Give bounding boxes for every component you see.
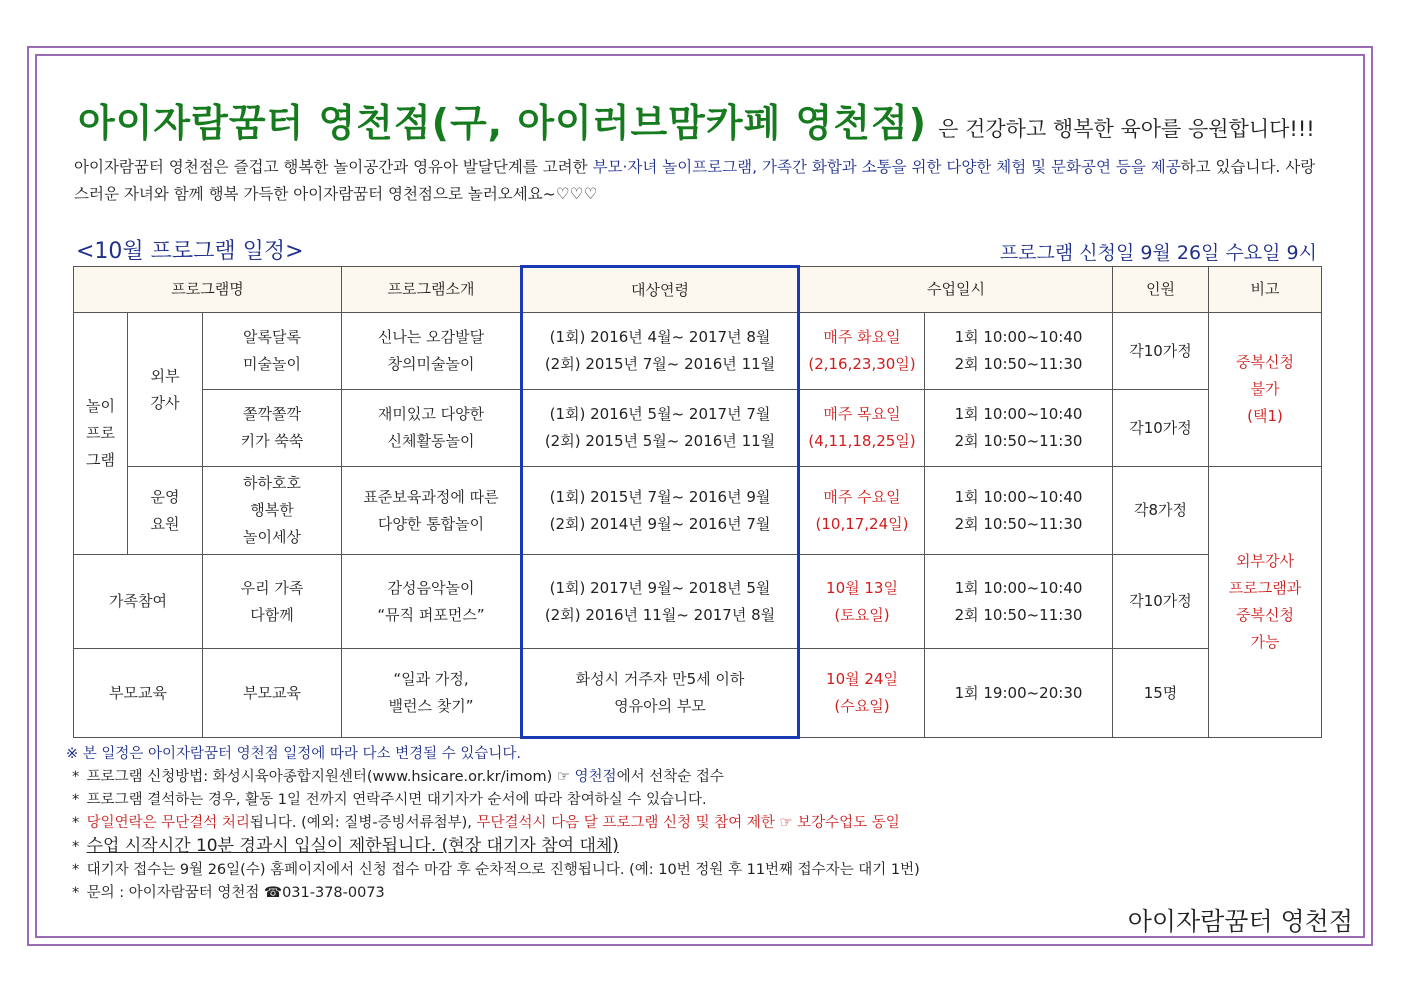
program-intro: “일과 가정, 밸런스 찾기”	[342, 649, 522, 738]
group-family: 가족참여	[74, 555, 203, 649]
program-intro: 감성음악놀이 “뮤직 퍼포먼스”	[342, 555, 522, 649]
program-day: 매주 목요일 (4,11,18,25일)	[799, 390, 925, 467]
header-age: 대상연령	[522, 267, 799, 313]
header-note: 비고	[1209, 267, 1322, 313]
program-day: 10월 13일 (토요일)	[799, 555, 925, 649]
group-parent-education: 부모교육	[74, 649, 203, 738]
table-row	[74, 313, 1322, 390]
note-contact: * 문의 : 아이자람꿈터 영천점 ☎031-378-0073	[72, 885, 385, 901]
program-people: 15명	[1113, 649, 1209, 738]
program-time: 1회 10:00~10:40 2회 10:50~11:30	[925, 313, 1113, 390]
group-staff: 운영 요원	[128, 467, 203, 555]
schedule-table	[73, 265, 1322, 739]
program-name: 알록달록 미술놀이	[203, 313, 342, 390]
program-time: 1회 10:00~10:40 2회 10:50~11:30	[925, 555, 1113, 649]
program-people: 각10가정	[1113, 390, 1209, 467]
table-row	[74, 390, 1322, 467]
header-people: 인원	[1113, 267, 1209, 313]
header-name: 프로그램명	[74, 267, 342, 313]
headline	[78, 92, 1315, 147]
program-name: 부모교육	[203, 649, 342, 738]
note-late-entry: * 수업 시작시간 10분 경과시 입실이 제한됩니다. (현장 대기자 참여 대체)	[72, 836, 619, 856]
program-age: (1회) 2016년 4월~ 2017년 8월 (2회) 2015년 7월~ 2016년 11월	[522, 313, 799, 390]
table-row	[74, 555, 1322, 649]
notes-section	[66, 743, 920, 905]
program-people: 각8가정	[1113, 467, 1209, 555]
program-name: 하하호호 행복한 놀이세상	[203, 467, 342, 555]
note-waitlist: * 대기자 접수는 9월 26일(수) 홈페이지에서 신청 접수 마감 후 순차적으로 진행됩니다. (예: 10번 정원 후 11번째 접수자는 대기 1번)	[72, 862, 920, 878]
intro-text-2: 하고 있습니다. 사랑스러운 자녀와 함께 행복 가득한 아이자람꿈터 영천점으로 놀러오세요~♡♡♡	[74, 158, 1316, 203]
page-title-suffix: 은 건강하고 행복한 육아를 응원합니다!!!	[938, 117, 1315, 141]
table-row	[74, 467, 1322, 555]
header-intro: 프로그램소개	[342, 267, 522, 313]
program-day: 매주 수요일 (10,17,24일)	[799, 467, 925, 555]
program-day: 매주 화요일 (2,16,23,30일)	[799, 313, 925, 390]
program-name: 우리 가족 다함께	[203, 555, 342, 649]
note-change-notice: ※ 본 일정은 아이자람꿈터 영천점 일정에 따라 다소 변경될 수 있습니다.	[66, 746, 522, 762]
group-external-instructor: 외부 강사	[128, 313, 203, 467]
program-intro: 신나는 오감발달 창의미술놀이	[342, 313, 522, 390]
note-no-show: * 당일연락은 무단결석 처리됩니다. (예외: 질병-증빙서류첨부), 무단결석시 다음 달 프로그램 신청 및 참여 제한 ☞ 보강수업도 동일	[72, 815, 900, 831]
program-time: 1회 10:00~10:40 2회 10:50~11:30	[925, 467, 1113, 555]
apply-date: 프로그램 신청일 9월 26일 수요일 9시	[999, 242, 1317, 264]
program-time: 1회 19:00~20:30	[925, 649, 1113, 738]
table-header-row	[74, 267, 1322, 313]
program-intro: 표준보육과정에 따른 다양한 통합놀이	[342, 467, 522, 555]
program-age: 화성시 거주자 만5세 이하 영유아의 부모	[522, 649, 799, 738]
program-intro: 재미있고 다양한 신체활동놀이	[342, 390, 522, 467]
note-absence: * 프로그램 결석하는 경우, 활동 1일 전까지 연락주시면 대기자가 순서에 따라 참여하실 수 있습니다.	[72, 792, 707, 808]
program-people: 각10가정	[1113, 313, 1209, 390]
intro-paragraph	[74, 154, 1324, 208]
program-age: (1회) 2016년 5월~ 2017년 7월 (2회) 2015년 5월~ 2016년 11월	[522, 390, 799, 467]
intro-highlight: 부모·자녀 놀이프로그램, 가족간 화합과 소통을 위한 다양한 체험 및 문화공연 등을 제공	[592, 158, 1181, 176]
header-time: 수업일시	[799, 267, 1113, 313]
table-row	[74, 649, 1322, 738]
program-people: 각10가정	[1113, 555, 1209, 649]
note-no-duplicate: 중복신청 불가 (택1)	[1209, 313, 1322, 467]
schedule-title: <10월 프로그램 일정>	[76, 239, 304, 264]
note-duplicate-allowed: 외부강사 프로그램과 중복신청 가능	[1209, 467, 1322, 738]
intro-text-1: 아이자람꿈터 영천점은 즐겁고 행복한 놀이공간과 영유아 발달단계를 고려한	[74, 158, 593, 176]
page-title: 아이자람꿈터 영천점(구, 아이러브맘카페 영천점)	[78, 101, 928, 145]
program-time: 1회 10:00~10:40 2회 10:50~11:30	[925, 390, 1113, 467]
program-name: 쫄깍쫄깍 키가 쑥쑥	[203, 390, 342, 467]
note-apply-method: * 프로그램 신청방법: 화성시육아종합지원센터(www.hsicare.or.kr/imom) ☞ 영천점에서 선착순 접수	[72, 769, 724, 785]
footer-signature: 아이자람꿈터 영천점	[1127, 907, 1353, 936]
group-play-program: 놀이 프로 그램	[74, 313, 128, 555]
program-day: 10월 24일 (수요일)	[799, 649, 925, 738]
program-age: (1회) 2017년 9월~ 2018년 5월 (2회) 2016년 11월~ 2017년 8월	[522, 555, 799, 649]
program-age: (1회) 2015년 7월~ 2016년 9월 (2회) 2014년 9월~ 2016년 7월	[522, 467, 799, 555]
